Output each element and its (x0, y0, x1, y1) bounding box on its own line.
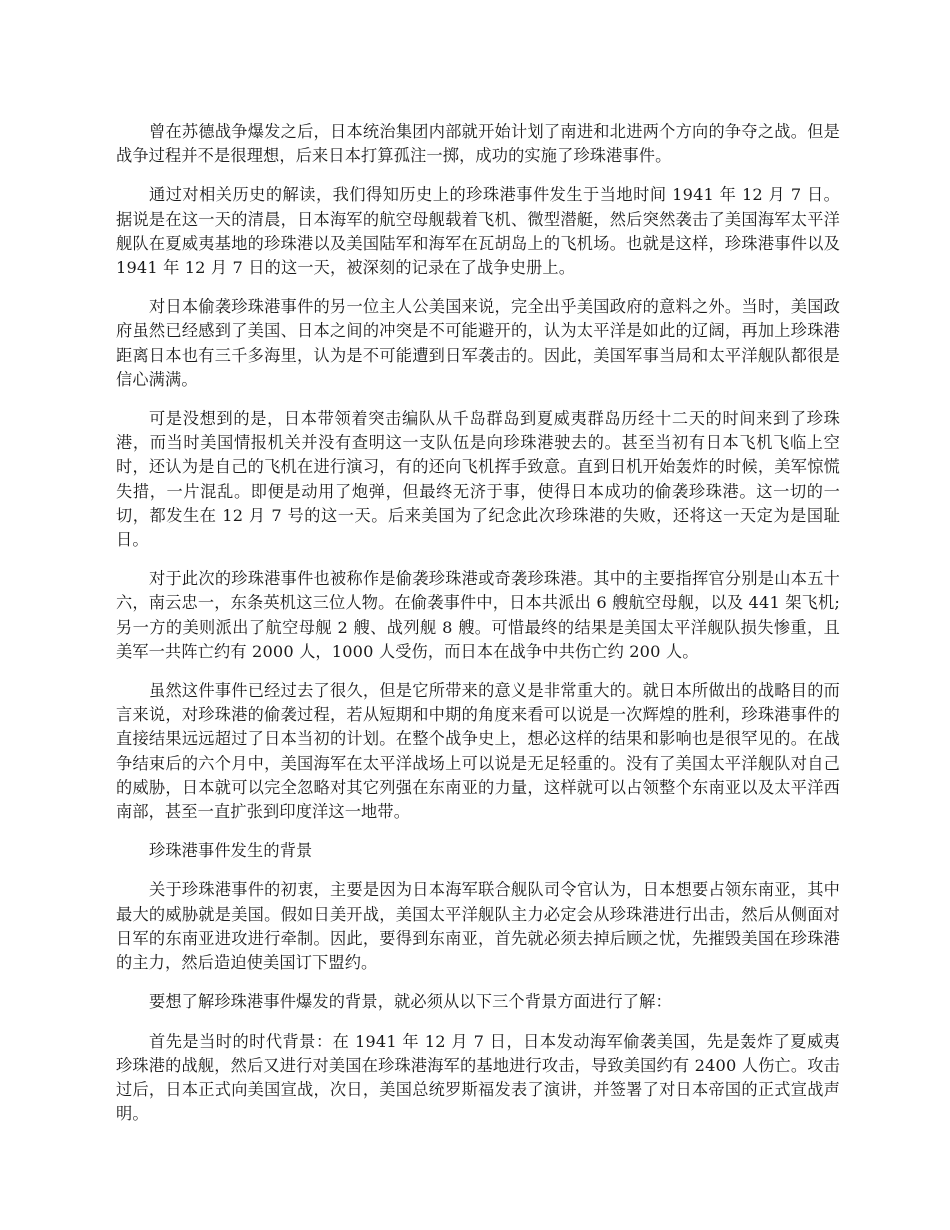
paragraph: 通过对相关历史的解读，我们得知历史上的珍珠港事件发生于当地时间 1941 年 12 月 7 日。据说是在这一天的清晨，日本海军的航空母舰载着飞机、微型潜艇，然后突然袭击了美国海军太平洋舰队在夏威夷基地的珍珠港以及美国陆军和海军在瓦胡岛上的飞机场。也就是这样，珍珠港事件以及 1941 年 12 月 7 日的这一天，被深刻的记录在了战争史册上。 (116, 185, 840, 278)
section-heading: 珍珠港事件发生的背景 (149, 841, 313, 861)
paragraph: 首先是当时的时代背景：在 1941 年 12 月 7 日，日本发动海军偷袭美国，先是轰炸了夏威夷珍珠港的战舰，然后又进行对美国在珍珠港海军的基地进行攻击，导致美国约有 2400 人伤亡。攻击过后，日本正式向美国宣战，次日，美国总统罗斯福发表了演讲，并签署了对日本帝国的正式宣战声明。 (116, 1031, 840, 1124)
paragraph: 要想了解珍珠港事件爆发的背景，就必须从以下三个背景方面进行了解： (149, 992, 672, 1012)
document-body (116, 120, 840, 1141)
paragraph: 虽然这件事件已经过去了很久，但是它所带来的意义是非常重大的。就日本所做出的战略目的而言来说，对珍珠港的偷袭过程，若从短期和中期的角度来看可以说是一次辉煌的胜利，珍珠港事件的直接结果远远超过了日本当初的计划。在整个战争史上，想必这样的结果和影响也是很罕见的。在战争结束后的六个月中，美国海军在太平洋战场上可以说是无足轻重的。没有了美国太平洋舰队对自己的威胁，日本就可以完全忽略对其它列强在东南亚的力量，这样就可以占领整个东南亚以及太平洋西南部，甚至一直扩张到印度洋这一地带。 (116, 681, 840, 822)
paragraph: 对日本偷袭珍珠港事件的另一位主人公美国来说，完全出乎美国政府的意料之外。当时，美国政府虽然已经感到了美国、日本之间的冲突是不可能避开的，认为太平洋是如此的辽阔，再加上珍珠港距离日本也有三千多海里，认为是不可能遭到日军袭击的。因此，美国军事当局和太平洋舰队都很是信心满满。 (116, 297, 840, 389)
paragraph: 曾在苏德战争爆发之后，日本统治集团内部就开始计划了南进和北进两个方向的争夺之战。但是战争过程并不是很理想，后来日本打算孤注一掷，成功的实施了珍珠港事件。 (116, 122, 840, 166)
paragraph: 关于珍珠港事件的初衷，主要是因为日本海军联合舰队司令官认为，日本想要占领东南亚，其中最大的威胁就是美国。假如日美开战，美国太平洋舰队主力必定会从珍珠港进行出击，然后从侧面对日军的东南亚进攻进行牵制。因此，要得到东南亚，首先就必须去掉后顾之忧，先摧毁美国在珍珠港的主力，然后造迫使美国订下盟约。 (116, 880, 840, 973)
paragraph: 对于此次的珍珠港事件也被称作是偷袭珍珠港或奇袭珍珠港。其中的主要指挥官分别是山本五十六，南云忠一，东条英机这三位人物。在偷袭事件中，日本共派出 6 艘航空母舰，以及 441 架飞机;另一方的美则派出了航空母舰 2 艘、战列舰 8 艘。可惜最终的结果是美国太平洋舰队损失惨重，且美军一共阵亡约有 2000 人，1000 人受伤，而日本在战争中共伤亡约 200 人。 (116, 569, 840, 661)
paragraph: 可是没想到的是，日本带领着突击编队从千岛群岛到夏威夷群岛历经十二天的时间来到了珍珠港，而当时美国情报机关并没有查明这一支队伍是向珍珠港驶去的。甚至当初有日本飞机飞临上空时，还认为是自己的飞机在进行演习，有的还向飞机挥手致意。直到日机开始轰炸的时候，美军惊慌失措，一片混乱。即便是动用了炮弹，但最终无济于事，使得日本成功的偷袭珍珠港。这一切的一切，都发生在 12 月 7 号的这一天。后来美国为了纪念此次珍珠港的失败，还将这一天定为是国耻日。 (116, 409, 840, 550)
